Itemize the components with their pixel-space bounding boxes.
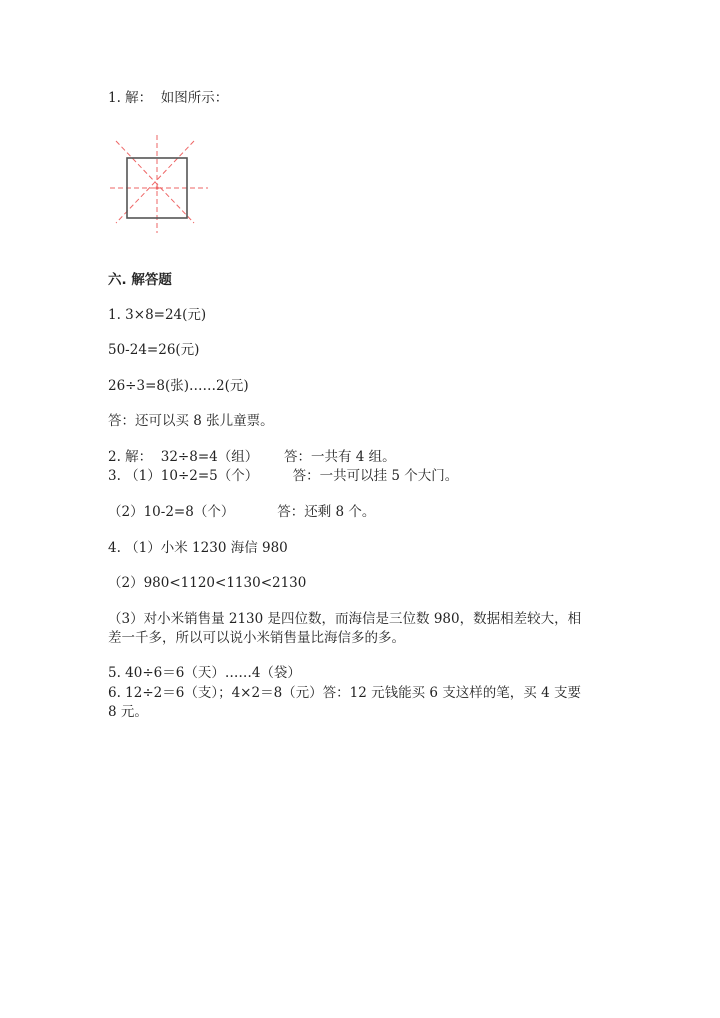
q2-line: 2. 解： 32÷8=4（组） 答：一共有 4 组。 xyxy=(108,449,396,465)
q1-answer: 答：还可以买 8 张儿童票。 xyxy=(108,413,274,429)
q1-line-2: 50-24=26(元) xyxy=(108,342,200,358)
q1-line-1: 1. 3×8=24(元) xyxy=(108,307,207,323)
q6-line-2: 8 元。 xyxy=(108,704,148,720)
q4-part-3-line-1: （3）对小米销售量 2130 是四位数，而海信是三位数 980，数据相差较大，相 xyxy=(108,611,582,627)
symmetry-figure xyxy=(110,135,210,235)
q3-part-2: （2）10-2=8（个） 答：还剩 8 个。 xyxy=(108,504,376,520)
q4-part-1: 4. （1）小米 1230 海信 980 xyxy=(108,540,288,556)
q6-line-1: 6. 12÷2＝6（支）；4×2＝8（元）答：12 元钱能买 6 支这样的笔，买 4 支要 xyxy=(108,685,581,701)
section-heading: 六. 解答题 xyxy=(108,272,172,288)
answer-item-1: 1. 解： 如图所示： xyxy=(108,90,229,106)
q4-part-3-line-2: 差一千多，所以可以说小米销售量比海信多的多。 xyxy=(108,630,405,646)
q4-part-2: （2）980<1120<1130<2130 xyxy=(108,575,307,591)
q1-line-3: 26÷3=8(张)……2(元) xyxy=(108,378,249,394)
q5-line: 5. 40÷6＝6（天）……4（袋） xyxy=(108,665,301,681)
q3-part-1: 3. （1）10÷2=5（个） 答：一共可以挂 5 个大门。 xyxy=(108,468,459,484)
center-point xyxy=(155,186,158,189)
